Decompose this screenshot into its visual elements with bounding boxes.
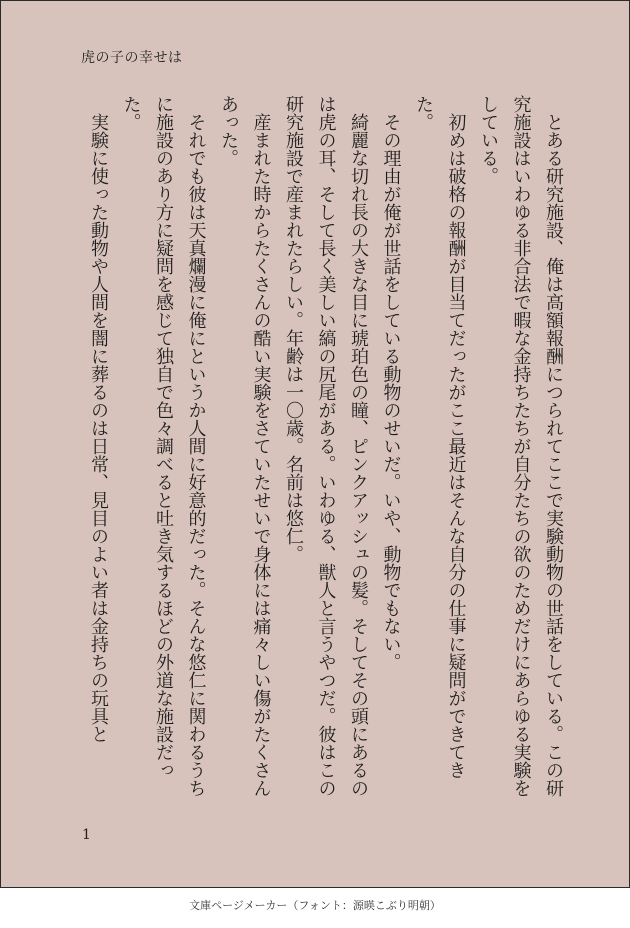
- paragraph: 初めは破格の報酬が目当てだったがここ最近はそんな自分の仕事に疑問ができてきた。: [413, 95, 467, 779]
- paragraph: その理由が俺が世話をしている動物のせいだ。いや、動物でもない。: [380, 113, 402, 671]
- vertical-body-text: [69, 95, 569, 805]
- footer-credit: 文庫ページメーカー（フォント：源暎こぶり明朝）: [189, 899, 441, 912]
- paragraph: 産まれた時からたくさんの酷い実験をさていたせいで身体には痛々しい傷がたくさんあった。: [218, 95, 272, 797]
- paragraph: 実験に使った動物や人間を闇に葬るのは日常、見目のよい者は金持ちの玩具と: [88, 113, 109, 743]
- paragraph: それでも彼は天真爛漫に俺にというか人間に好意的だった。そんな悠仁に関わるうちに施設のあり方に疑問を感じて独自で色々調べると吐き気するほどの外道な施設だった。: [120, 95, 207, 797]
- running-header-title: 虎の子の幸せは: [81, 50, 183, 66]
- paragraph: 綺麗な切れ長の大きな目に琥珀色の瞳、ピンクアッシュの髪。そしてその頭にあるのは虎の耳、そして長く美しい縞の尻尾がある。いわゆる、獣人と言うやつだ。彼はこの研究施設で産まれたらしい。年齢は一〇歳。名前は悠仁。: [283, 95, 369, 797]
- page-number: 1: [82, 827, 91, 843]
- paragraph: とある研究施設、俺は高額報酬につられてここで実験動物の世話をしている。この研究施設はいわゆる非合法で暇な金持ちたちが自分たちの欲のためだけにあらゆる実験をしている。: [478, 95, 564, 797]
